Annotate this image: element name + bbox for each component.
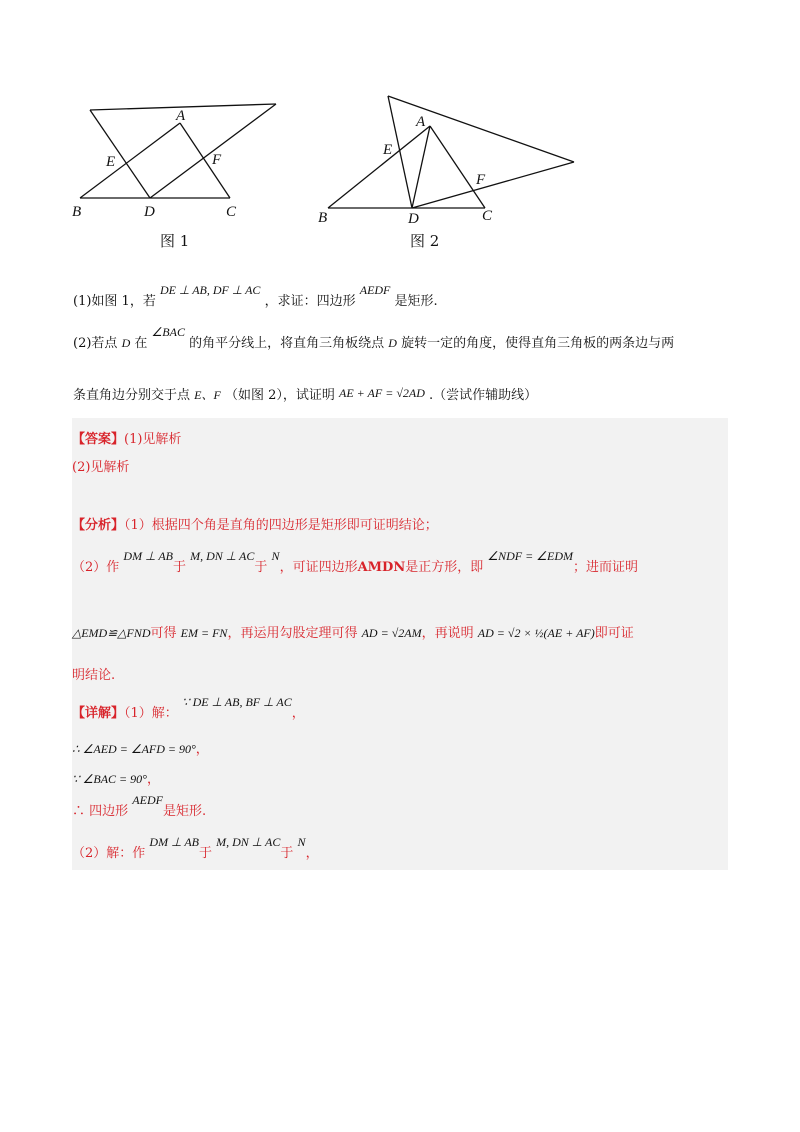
fig1-triangle-right xyxy=(150,104,276,198)
fig1-label-f: F xyxy=(212,152,222,168)
fig1-label-a: A xyxy=(176,108,186,124)
analysis3-math-4: AD = √2 × ½(AE + AF) xyxy=(477,626,595,640)
solution-box xyxy=(72,418,728,870)
p2-suffix2: 旋转一定的角度，使得直角三角板的两条边与两 xyxy=(401,336,675,351)
detail2-math: ∴ ∠AED = ∠AFD = 90° xyxy=(72,742,196,756)
fig1-label-c: C xyxy=(226,204,237,220)
answer-1: (1)见解析 xyxy=(124,432,182,447)
analysis3-math-2: EM = FN xyxy=(180,626,228,640)
detail-line-5 xyxy=(72,835,319,861)
detail4-text-2: 是矩形. xyxy=(162,804,207,819)
fig2-label-b: B xyxy=(318,210,328,226)
detail4-math: AEDF xyxy=(132,793,163,807)
fig1-label-d: D xyxy=(144,204,155,220)
detail5-text-2: 于 xyxy=(198,846,212,861)
answer-line-2 xyxy=(72,456,129,475)
p1-prefix: (1)如图 1，若 xyxy=(73,294,156,309)
p2l2-points: E、F xyxy=(194,388,221,402)
fig1-line-ac xyxy=(180,123,230,198)
analysis2-text-2: 于 xyxy=(254,560,268,575)
problem-part-2-line-2 xyxy=(73,384,537,403)
p1-mid: ，求证：四边形 xyxy=(264,294,356,309)
figure-2-diagram xyxy=(328,96,574,208)
detail1-text-1: （1）解： xyxy=(124,706,178,721)
fig2-label-d: D xyxy=(408,211,419,227)
analysis2-prefix: （2）作 xyxy=(72,560,120,575)
analysis3-text-2: ，再运用勾股定理可得 xyxy=(227,626,358,641)
detail-line-1 xyxy=(72,695,305,721)
analysis2-math-3: N xyxy=(271,549,280,563)
problem-part-1 xyxy=(73,283,438,309)
analysis-line-3 xyxy=(72,622,634,641)
detail-line-2 xyxy=(72,738,209,757)
fig1-label-e: E xyxy=(106,154,116,170)
p2-angle: ∠BAC xyxy=(151,325,185,339)
p2l2-suffix: .（尝试作辅助线） xyxy=(429,388,538,403)
detail-line-3 xyxy=(72,768,160,787)
detail-tag: 【详解】 xyxy=(72,706,125,721)
analysis-line-2 xyxy=(72,549,638,575)
p2l2-mid: （如图 2），试证明 xyxy=(224,388,335,403)
analysis-tag: 【分析】 xyxy=(72,518,125,533)
problem-part-2-line-1 xyxy=(73,325,675,351)
detail5-text-3: 于 xyxy=(280,846,294,861)
p2l2-math: AE + AF = √2AD xyxy=(339,386,425,400)
detail5-text-1: （2）解：作 xyxy=(72,846,146,861)
analysis3-text-1: 可得 xyxy=(150,626,177,641)
fig2-label-c: C xyxy=(482,208,493,224)
p1-math-perpendicular: DE ⊥ AB, DF ⊥ AC xyxy=(159,283,261,297)
figure-1-caption: 图 1 xyxy=(160,232,190,250)
analysis2-math-1: DM ⊥ AB xyxy=(123,549,173,563)
fig2-triangle-bottom xyxy=(412,162,574,208)
answer-line-1 xyxy=(72,428,181,447)
detail5-text-4: ， xyxy=(305,846,319,861)
detail2-text: ， xyxy=(195,742,209,757)
analysis3-math-3: AD = √2AM xyxy=(361,626,422,640)
fig2-label-a: A xyxy=(416,114,426,130)
p2-point-d: D xyxy=(121,336,131,350)
fig2-label-f: F xyxy=(476,172,486,188)
detail-line-4 xyxy=(72,793,207,819)
p2l2-prefix: 条直角边分别交于点 xyxy=(73,388,191,403)
analysis2-text-5: ；进而证明 xyxy=(572,560,638,575)
analysis-4: 明结论. xyxy=(72,668,116,683)
detail1-text-2: ， xyxy=(291,706,305,721)
analysis2-text-3: ，可证四边形 xyxy=(279,560,358,575)
analysis3-text-4: 即可证 xyxy=(594,626,634,641)
analysis3-text-3: ，再说明 xyxy=(421,626,474,641)
p1-suffix: 是矩形. xyxy=(394,294,438,309)
analysis2-text-4: 是正方形，即 xyxy=(405,560,484,575)
p2-suffix: 的角平分线上，将直角三角板绕点 xyxy=(189,336,385,351)
p2-mid1: 在 xyxy=(134,336,148,351)
answer-2: (2)见解析 xyxy=(72,460,130,475)
detail5-math-2: M, DN ⊥ AC xyxy=(216,835,281,849)
analysis2-text-1: 于 xyxy=(172,560,186,575)
analysis2-bold: AMDN xyxy=(357,560,406,575)
p2-prefix: (2)若点 xyxy=(73,336,118,351)
fig2-label-e: E xyxy=(383,142,393,158)
analysis3-math-1: △EMD≌△FND xyxy=(72,626,151,640)
figures xyxy=(70,88,610,258)
geometry-figures xyxy=(70,88,610,258)
analysis-line-4 xyxy=(72,664,115,683)
analysis2-math-2: M, DN ⊥ AC xyxy=(190,549,255,563)
detail3-math: ∵ ∠BAC = 90° xyxy=(72,772,147,786)
figure-2-caption: 图 2 xyxy=(410,232,440,250)
answer-tag: 【答案】 xyxy=(72,432,125,447)
detail4-text-1: ∴ 四边形 xyxy=(72,804,129,819)
fig1-label-b: B xyxy=(72,204,82,220)
p2-point-d2: D xyxy=(388,336,397,350)
analysis-1: （1）根据四个角是直角的四边形是矩形即可证明结论； xyxy=(124,518,438,533)
analysis2-math-4: ∠NDF = ∠EDM xyxy=(487,549,573,563)
detail3-text: ， xyxy=(146,772,160,787)
detail5-math-3: N xyxy=(297,835,306,849)
detail5-math-1: DM ⊥ AB xyxy=(149,835,199,849)
detail1-math: ∵ DE ⊥ AB, BF ⊥ AC xyxy=(181,695,292,709)
analysis-line-1 xyxy=(72,514,438,533)
p1-math-quad: AEDF xyxy=(359,283,391,297)
fig1-triangle-left xyxy=(90,110,150,198)
